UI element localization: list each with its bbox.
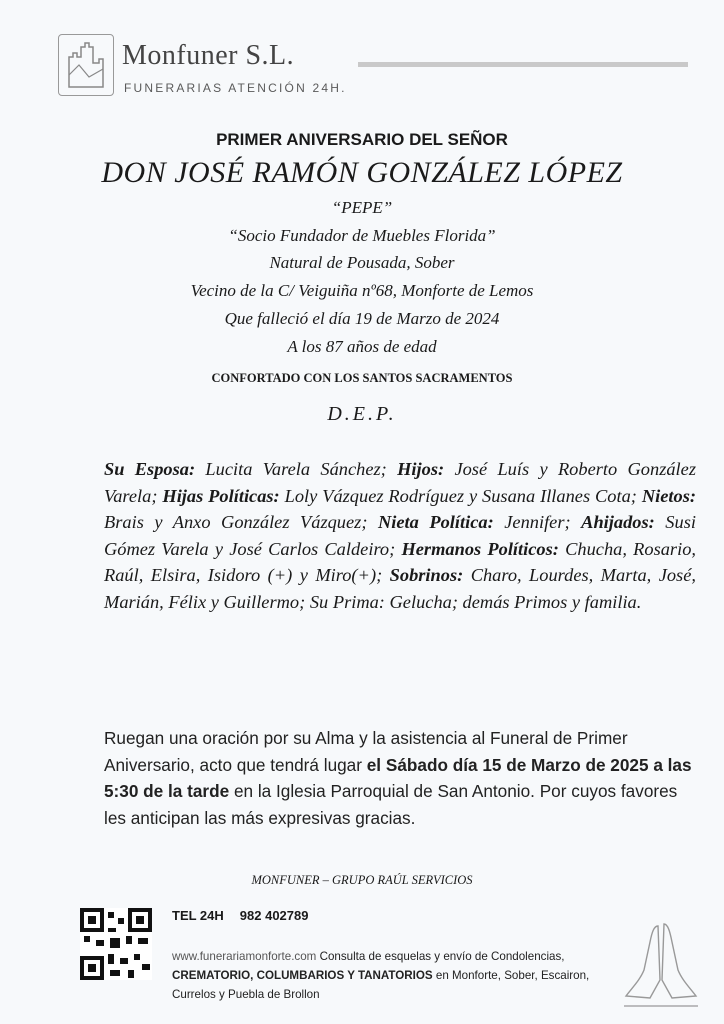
header-rule <box>358 62 688 67</box>
rest-text: Su Prima: Gelucha; demás Primos y familia. <box>309 591 642 612</box>
sacraments-line: CONFORTADO CON LOS SANTOS SACRAMENTOS <box>211 371 513 385</box>
tel-label: TEL 24H <box>172 908 224 923</box>
birthplace-line: Natural de Pousada, Sober <box>269 253 455 272</box>
dep-line: D.E.P. <box>327 403 397 425</box>
company-footer: MONFUNER – GRUPO RAÚL SERVICIOS <box>251 873 473 887</box>
website-text-1: Consulta de esquelas y envío de Condolencias, <box>319 950 565 963</box>
hijos-label: Hijos: <box>397 459 445 479</box>
nickname: “PEPE” <box>331 198 393 217</box>
tel-number[interactable]: 982 402789 <box>239 908 309 923</box>
esposa-label: Su Esposa: <box>104 459 196 479</box>
website-link[interactable]: www.funerariamonforte.com <box>172 950 317 963</box>
brand-tagline: FUNERARIAS ATENCIÓN 24H. <box>124 81 347 95</box>
ahijados-text: Susi Gómez Varela y José Carlos Caldeiro; <box>104 512 696 559</box>
funeral-datetime: el Sábado día 15 de Marzo de 2025 a las 5:30 de la tarde <box>104 754 692 802</box>
services-bold: CREMATORIO, COLUMBARIOS Y TANATORIOS <box>172 969 433 982</box>
nieta-label: Nieta Política: <box>377 512 494 533</box>
nietos-text: Brais y Anxo González Vázquez; <box>104 512 368 533</box>
hijas-text: Loly Vázquez Rodríguez y Susana Illanes Cota; <box>284 485 637 506</box>
website-info <box>172 947 592 1004</box>
prayer-paragraph <box>104 725 694 831</box>
hijas-label: Hijas Políticas: <box>162 485 280 506</box>
qr-code-icon[interactable] <box>80 908 152 980</box>
website-text-2: en Monforte, Sober, Escairon, Currelos y Puebla de Brollon <box>172 969 590 1001</box>
phone-line <box>172 908 308 923</box>
death-date-line: Que falleció el día 19 de Marzo de 2024 <box>224 309 500 328</box>
age-line: A los 87 años de edad <box>287 337 437 356</box>
announcement-title: PRIMER ANIVERSARIO DEL SEÑOR <box>216 130 508 149</box>
hijos-text: José Luís y Roberto González Varela; <box>104 459 696 506</box>
family-paragraph <box>104 456 696 616</box>
sobrinos-label: Sobrinos: <box>389 565 464 586</box>
deceased-name: DON JOSÉ RAMÓN GONZÁLEZ LÓPEZ <box>101 156 623 189</box>
nieta-text: Jennifer; <box>504 512 571 533</box>
prayer-part-2: en la Iglesia Parroquial de San Antonio. Por cuyos favores les anticipan las más expresivas gracias. <box>104 781 678 828</box>
hermanos-text: Chucha, Rosario, Raúl, Elsira, Isidoro (+) y Miro(+); <box>104 538 696 586</box>
founder-line: “Socio Fundador de Muebles Florida” <box>228 226 496 245</box>
sobrinos-text: Charo, Lourdes, Marta, José, Marián, Félix y Guillermo; <box>104 565 696 612</box>
brand-name: Monfuner S.L. <box>122 40 295 71</box>
address-line: Vecino de la C/ Veiguiña nº68, Monforte de Lemos <box>190 281 534 300</box>
prayer-part-1: Ruegan una oración por su Alma y la asistencia al Funeral de Primer Aniversario, acto que tendrá lugar <box>104 728 628 775</box>
hermanos-label: Hermanos Políticos: <box>401 538 559 559</box>
praying-hands-icon <box>620 918 702 1010</box>
esposa-text: Lucita Varela Sánchez; <box>205 459 387 479</box>
castle-logo-icon <box>58 34 114 96</box>
nietos-label: Nietos: <box>641 485 696 506</box>
ahijados-label: Ahijados: <box>581 512 655 533</box>
